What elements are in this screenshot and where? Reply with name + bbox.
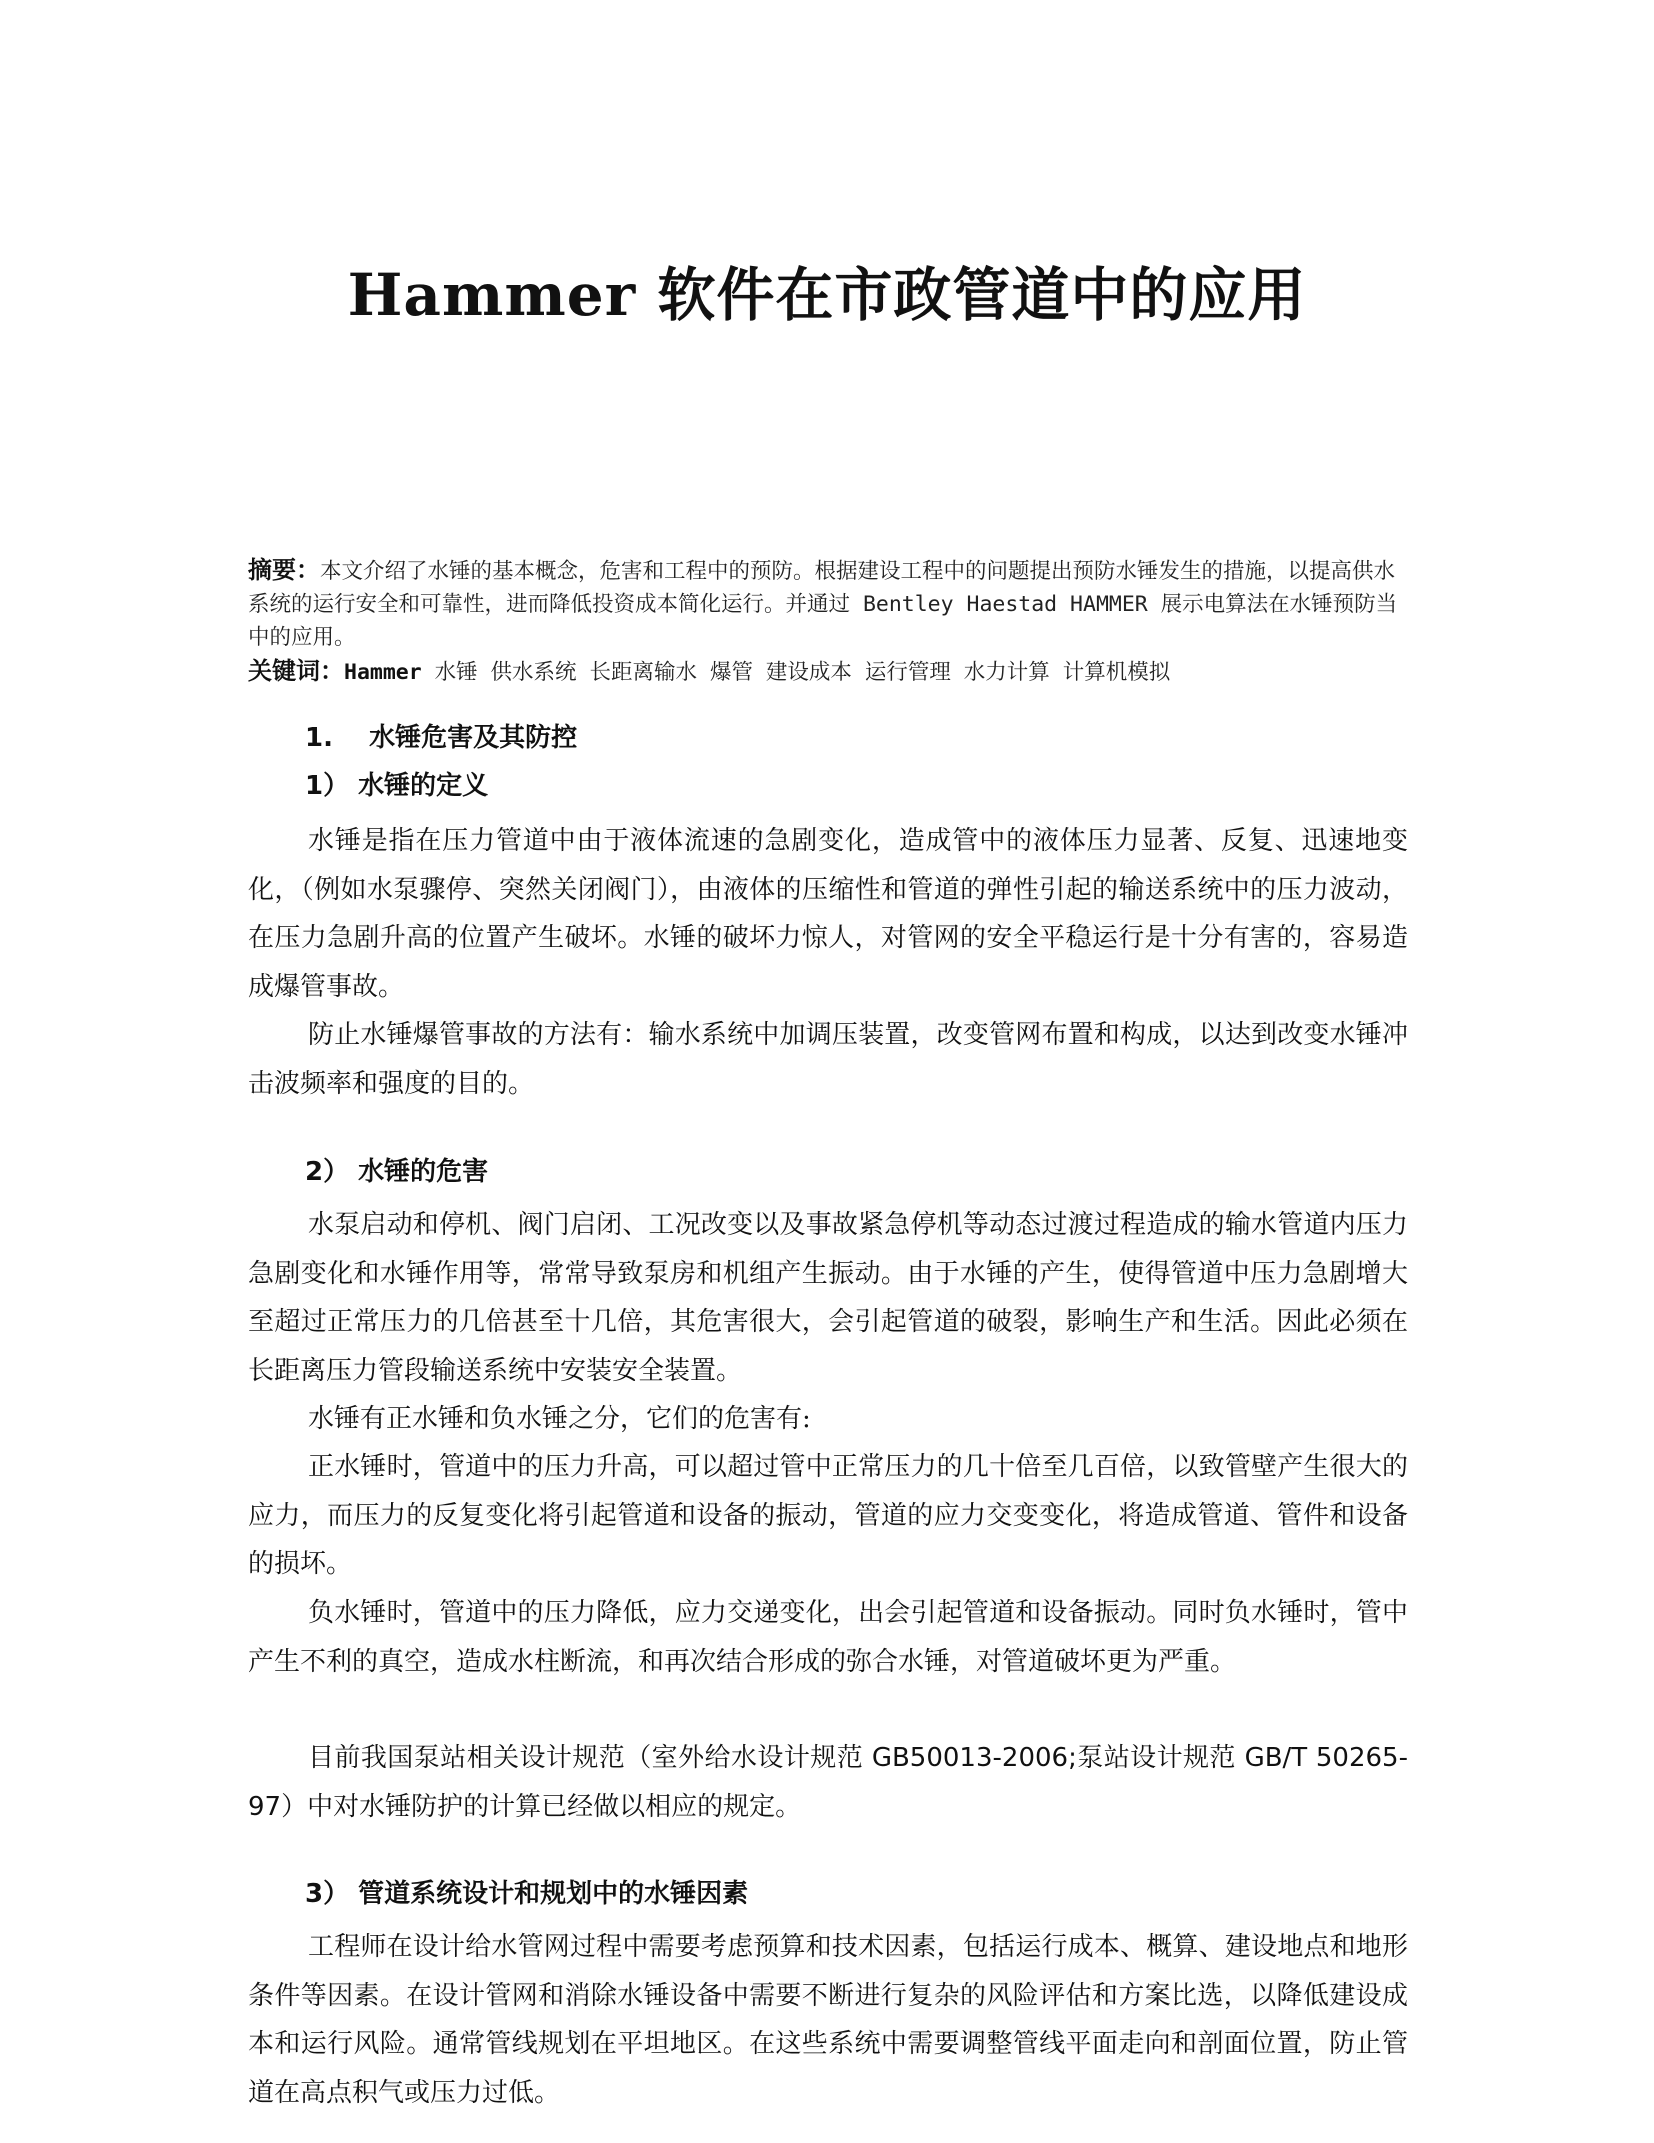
subsection-1-heading: 1） 水锤的定义 xyxy=(305,771,489,801)
subsection-3-heading: 3） 管道系统设计和规划中的水锤因素 xyxy=(305,1879,749,1909)
abstract xyxy=(248,554,1408,654)
paper-title: Hammer 软件在市政管道中的应用 xyxy=(347,261,1307,329)
section-1-heading: 1. 水锤危害及其防控 xyxy=(305,723,578,753)
paragraph-definition: 水锤是指在压力管道中由于液体流速的急剧变化，造成管中的液体压力显著、反复、迅速地变化，（例如水泵骤停、突然关闭阀门），由液体的压缩性和管道的弹性引起的输送系统中的压力波动，在压力急剧升高的位置产生破坏。水锤的破坏力惊人，对管网的安全平稳运行是十分有害的，容易造成爆管事故。 xyxy=(248,826,1408,1002)
paragraph-prevention: 防止水锤爆管事故的方法有：输水系统中加调压装置，改变管网布置和构成，以达到改变水锤冲击波频率和强度的目的。 xyxy=(248,1020,1408,1099)
keywords xyxy=(248,653,1408,691)
paragraph-design-factors: 工程师在设计给水管网过程中需要考虑预算和技术因素，包括运行成本、概算、建设地点和地形条件等因素。在设计管网和消除水锤设备中需要不断进行复杂的风险评估和方案比选，以降低建设成本和运行风险。通常管线规划在平坦地区。在这些系统中需要调整管线平面走向和剖面位置，防止管道在高点积气或压力过低。 xyxy=(248,1932,1408,2108)
subsection-2-heading: 2） 水锤的危害 xyxy=(305,1157,489,1187)
abstract-label: 摘要： xyxy=(248,556,320,584)
paragraph-positive-hammer: 正水锤时，管道中的压力升高，可以超过管中正常压力的几十倍至几百倍，以致管壁产生很大的应力，而压力的反复变化将引起管道和设备的振动，管道的应力交变变化，将造成管道、管件和设备的损坏。 xyxy=(248,1452,1408,1579)
keyword-hammer: Hammer xyxy=(344,660,422,685)
keywords-label: 关键词： xyxy=(248,657,344,685)
paragraph-design-codes: 目前我国泵站相关设计规范（室外给水设计规范 GB50013-2006;泵站设计规范 GB/T 50265-97）中对水锤防护的计算已经做以相应的规定。 xyxy=(248,1743,1408,1822)
paragraph-hazards: 水泵启动和停机、阀门启闭、工况改变以及事故紧急停机等动态过渡过程造成的输水管道内压力急剧变化和水锤作用等，常常导致泵房和机组产生振动。由于水锤的产生，使得管道中压力急剧增大至超过正常压力的几倍甚至十几倍，其危害很大，会引起管道的破裂，影响生产和生活。因此必须在长距离压力管段输送系统中安装安全装置。 xyxy=(248,1210,1408,1386)
keywords-list: 水锤 供水系统 长距离输水 爆管 建设成本 运行管理 水力计算 计算机模拟 xyxy=(421,660,1171,685)
paragraph-negative-hammer: 负水锤时，管道中的压力降低，应力交递变化，出会引起管道和设备振动。同时负水锤时，管中产生不利的真空，造成水柱断流，和再次结合形成的弥合水锤，对管道破坏更为严重。 xyxy=(248,1598,1408,1677)
abstract-text: 本文介绍了水锤的基本概念，危害和工程中的预防。根据建设工程中的问题提出预防水锤发生的措施，以提高供水系统的运行安全和可靠性，进而降低投资成本简化运行。并通过 Bentley Haestad HAMMER 展示电算法在水锤预防当中的应用。 xyxy=(248,559,1398,650)
paragraph-hammer-types: 水锤有正水锤和负水锤之分，它们的危害有: xyxy=(308,1404,811,1434)
